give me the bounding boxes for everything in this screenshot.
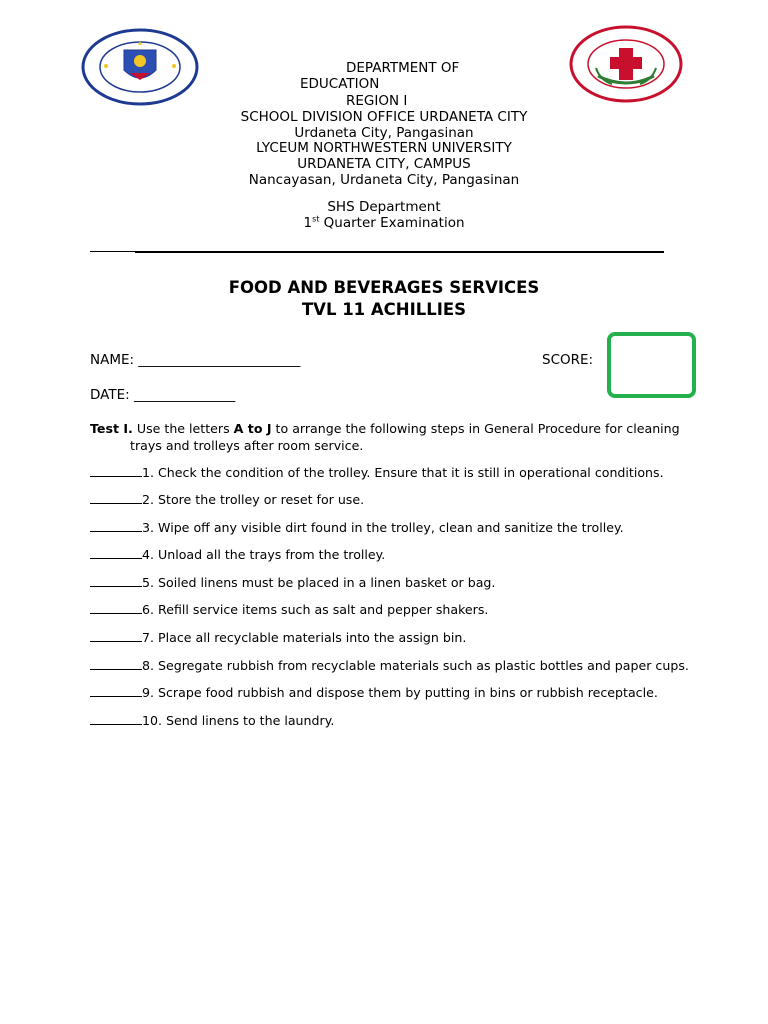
list-item[interactable]: 8. Segregate rubbish from recyclable materials such as plastic bottles and paper cups. [90, 658, 689, 674]
list-item[interactable]: 4. Unload all the trays from the trolley. [90, 547, 385, 563]
answer-blank[interactable] [90, 520, 142, 532]
test-heading: Test I. [90, 421, 133, 436]
test-instructions: Test I. Use the letters A to J to arrange the following steps in General Procedure for cleaning trays and trolleys after room service. [90, 421, 680, 453]
list-item[interactable]: 6. Refill service items such as salt and pepper shakers. [90, 602, 488, 618]
score-box[interactable] [607, 332, 696, 398]
list-item[interactable]: 9. Scrape food rubbish and dispose them by putting in bins or rubbish receptacle. [90, 685, 658, 701]
answer-blank[interactable] [90, 685, 142, 697]
answer-blank[interactable] [90, 602, 142, 614]
list-item[interactable]: 5. Soiled linens must be placed in a linen basket or bag. [90, 575, 495, 591]
header-line-campus: URDANETA CITY, CAMPUS [297, 156, 471, 172]
header-line-department: DEPARTMENT OF [346, 60, 460, 76]
lnu-seal-logo [568, 24, 688, 104]
list-item[interactable]: 10. Send linens to the laundry. [90, 713, 334, 729]
score-label: SCORE: [542, 352, 594, 368]
answer-blank[interactable] [90, 492, 142, 504]
header-line-region: REGION I [346, 93, 408, 109]
letters-range: A to J [233, 421, 272, 436]
answer-blank[interactable] [90, 630, 142, 642]
answer-blank[interactable] [90, 547, 142, 559]
exam-section: TVL 11 ACHILLIES [301, 300, 467, 319]
list-item[interactable]: 2. Store the trolley or reset for use. [90, 492, 364, 508]
header-line-address: Nancayasan, Urdaneta City, Pangasinan [248, 172, 520, 188]
header-line-education: EDUCATION [300, 76, 380, 92]
list-item[interactable]: 1. Check the condition of the trolley. Ensure that it is still in operational conditions. [90, 465, 664, 481]
exam-title: FOOD AND BEVERAGES SERVICES [228, 278, 540, 297]
name-field[interactable]: NAME: ________________________ [90, 352, 301, 368]
header-line-city: Urdaneta City, Pangasinan [294, 125, 474, 141]
list-item[interactable]: 3. Wipe off any visible dirt found in the trolley, clean and sanitize the trolley. [90, 520, 624, 536]
answer-blank[interactable] [90, 713, 142, 725]
header-line-department-shs: SHS Department [327, 199, 441, 215]
answer-blank[interactable] [90, 465, 142, 477]
date-field[interactable]: DATE: _______________ [90, 387, 236, 403]
header-line-division: SCHOOL DIVISION OFFICE URDANETA CITY [240, 109, 528, 125]
header-line-exam: 1st Quarter Examination [303, 214, 465, 231]
answer-blank[interactable] [90, 658, 142, 670]
header-line-university: LYCEUM NORTHWESTERN UNIVERSITY [256, 140, 512, 156]
deped-seal-logo [80, 28, 202, 106]
list-item[interactable]: 7. Place all recyclable materials into the assign bin. [90, 630, 466, 646]
divider-line-bold [135, 252, 664, 253]
answer-blank[interactable] [90, 575, 142, 587]
